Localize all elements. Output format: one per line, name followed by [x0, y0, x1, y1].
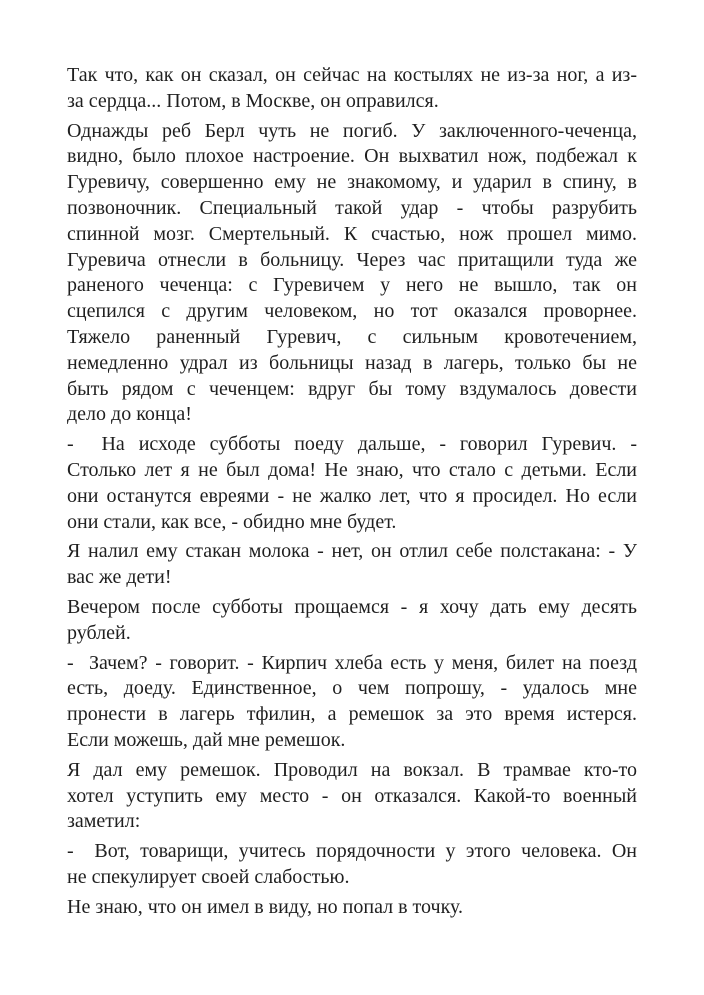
text-line: рублей.: [67, 621, 131, 644]
text-line: Я дал ему ремешок. Проводил на вокзал. В трамвае кто-то: [67, 758, 637, 781]
paragraph: [67, 895, 637, 921]
paragraph: [67, 651, 637, 754]
paragraph: [67, 839, 637, 891]
text-line: Столько лет я не был дома! Не знаю, что стало с детьми. Если: [67, 458, 637, 481]
text-line: они останутся евреями - не жалко лет, что я просидел. Но если: [67, 484, 637, 507]
text-line: вас же дети!: [67, 566, 172, 589]
text-line: - Вот, товарищи, учитесь порядочности у этого человека. Он: [67, 840, 637, 863]
paragraph: [67, 119, 637, 429]
text-line: видно, было плохое настроение. Он выхватил нож, подбежал к: [67, 145, 637, 168]
text-line: немедленно удрал из больницы назад в лагерь, только бы не: [67, 351, 637, 374]
text-line: - Зачем? - говорит. - Кирпич хлеба есть у меня, билет на поезд: [67, 651, 637, 674]
text-line: Если можешь, дай мне ремешок.: [67, 728, 346, 751]
text-line: за сердца... Потом, в Москве, он оправился.: [67, 89, 439, 112]
text-line: раненого чеченца: с Гуревичем у него не вышло, так он: [67, 274, 637, 297]
text-line: Тяжело раненный Гуревич, с сильным кровотечением,: [67, 325, 637, 348]
text-line: они стали, как все, - обидно мне будет.: [67, 510, 397, 533]
text-line: Гуревича отнесли в больницу. Через час притащили туда же: [67, 248, 637, 271]
text-line: Я налил ему стакан молока - нет, он отлил себе полстакана: - У: [67, 540, 637, 563]
text-block: [67, 63, 637, 925]
text-line: Вечером после субботы прощаемся - я хочу дать ему десять: [67, 595, 637, 618]
text-line: позвоночник. Специальный такой удар - чтобы разрубить: [67, 196, 637, 219]
text-line: пронести в лагерь тфилин, а ремешок за это время истерся.: [67, 703, 637, 726]
text-line: Однажды реб Берл чуть не погиб. У заключенного-чеченца,: [67, 119, 637, 142]
paragraph: [67, 539, 637, 591]
text-line: есть, доеду. Единственное, о чем попрошу, - удалось мне: [67, 677, 637, 700]
text-line: - На исходе субботы поеду дальше, - говорил Гуревич. -: [67, 433, 637, 456]
text-line: Гуревичу, совершенно ему не знакомому, и ударил в спину, в: [67, 171, 637, 194]
paragraph: [67, 63, 637, 115]
paragraph: [67, 595, 637, 647]
text-line: Так что, как он сказал, он сейчас на костылях не из-за ног, а из-: [67, 64, 637, 86]
text-line: Не знаю, что он имел в виду, но попал в точку.: [67, 895, 463, 918]
text-line: хотел уступить ему место - он отказался. Какой-то военный: [67, 784, 637, 807]
text-line: сцепился с другим человеком, но тот оказался проворнее.: [67, 300, 637, 323]
text-line: спинной мозг. Смертельный. К счастью, нож прошел мимо.: [67, 222, 637, 245]
paragraph: [67, 758, 637, 835]
text-line: не спекулирует своей слабостью.: [67, 865, 350, 888]
text-line: дело до конца!: [67, 403, 192, 426]
text-line: заметил:: [67, 810, 141, 833]
paragraph: [67, 432, 637, 535]
text-line: быть рядом с чеченцем: вдруг бы тому вздумалось довести: [67, 377, 637, 400]
